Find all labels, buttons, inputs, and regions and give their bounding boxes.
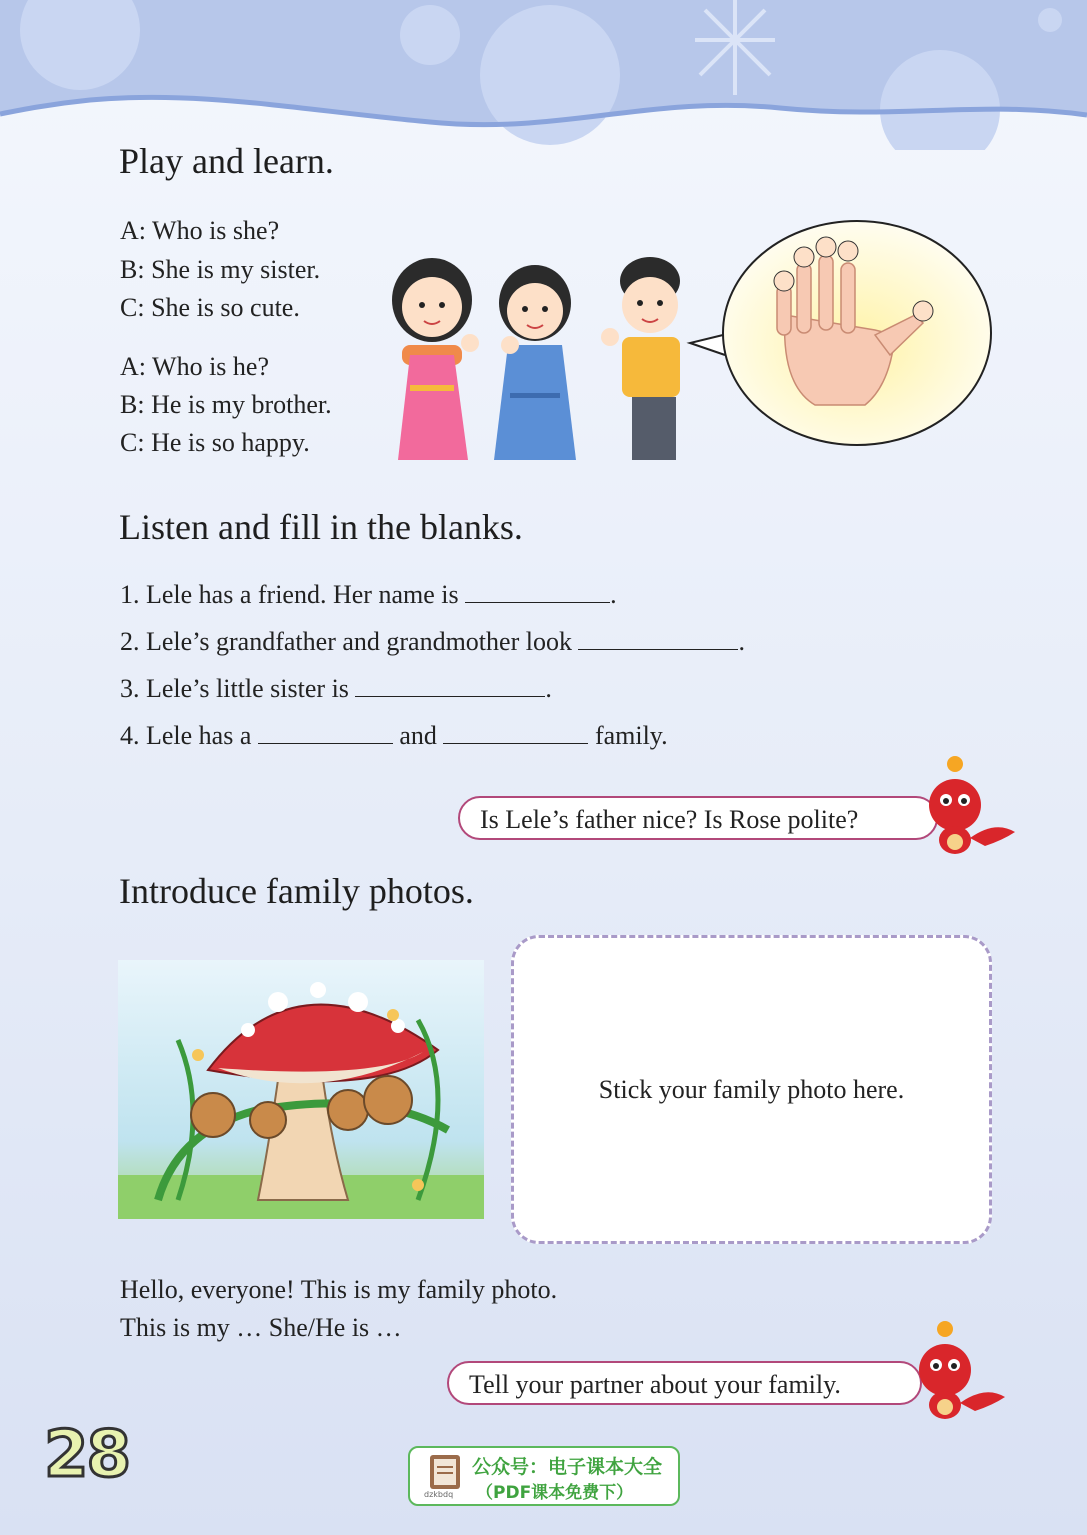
intro-sentence: This is my … She/He is … xyxy=(120,1313,402,1342)
item-text: 1. Lele has a friend. Her name is xyxy=(120,580,466,609)
answer-blank[interactable] xyxy=(465,578,610,603)
answer-blank[interactable] xyxy=(355,672,545,697)
finger-family-speech-bubble xyxy=(685,215,997,450)
girl-in-pink-figure xyxy=(392,258,479,460)
snail-family-mushroom-picture xyxy=(118,960,484,1219)
item-text: . xyxy=(545,674,552,703)
children-illustration xyxy=(370,245,700,460)
fill-in-item-4 xyxy=(120,719,668,751)
photo-placeholder-box[interactable] xyxy=(511,935,992,1244)
item-text: 3. Lele’s little sister is xyxy=(120,674,356,703)
item-text: and xyxy=(392,721,444,750)
dragon-mascot-icon xyxy=(915,750,1025,860)
dragon-mascot-icon xyxy=(905,1315,1015,1425)
photo-placeholder-text: Stick your family photo here. xyxy=(598,1075,905,1104)
fill-in-item-2 xyxy=(120,625,745,657)
intro-sentence: Hello, everyone! This is my family photo. xyxy=(120,1275,558,1304)
header-wave-decoration xyxy=(0,0,1087,150)
dialog-line: C: She is so cute. xyxy=(120,293,300,322)
footer-line-1: 公众号：电子课本大全 xyxy=(472,1456,663,1478)
footer-line-2: （PDF课本免费下） xyxy=(476,1483,634,1503)
fill-in-item-3 xyxy=(120,672,552,704)
footer-icon-caption: dzkbdq xyxy=(424,1490,454,1499)
dialog-line: A: Who is he? xyxy=(120,352,269,381)
answer-blank[interactable] xyxy=(443,719,588,744)
tip-bubble-tell-partner: Tell your partner about your family. xyxy=(447,1361,922,1405)
item-text: 4. Lele has a xyxy=(120,721,258,750)
boy-in-yellow-figure xyxy=(601,257,680,460)
dialog-line: B: He is my brother. xyxy=(120,390,332,419)
item-text: . xyxy=(738,627,745,656)
dialog-line: A: Who is she? xyxy=(120,216,280,245)
section-title-listen-and-fill: Listen and fill in the blanks. xyxy=(119,507,523,547)
girl-in-blue-figure xyxy=(494,265,576,460)
answer-blank[interactable] xyxy=(578,625,738,650)
item-text: . xyxy=(610,580,617,609)
item-text: family. xyxy=(588,721,668,750)
section-title-play-and-learn: Play and learn. xyxy=(119,141,334,181)
dialog-line: B: She is my sister. xyxy=(120,255,321,284)
footer-badge xyxy=(408,1446,680,1506)
section-title-introduce-family: Introduce family photos. xyxy=(119,871,474,911)
answer-blank[interactable] xyxy=(258,719,393,744)
fill-in-item-1 xyxy=(120,578,617,610)
dialog-line: C: He is so happy. xyxy=(120,428,310,457)
tip-bubble-questions: Is Lele’s father nice? Is Rose polite? xyxy=(458,796,938,840)
page-number: 28 xyxy=(44,1418,130,1492)
item-text: 2. Lele’s grandfather and grandmother look xyxy=(120,627,579,656)
